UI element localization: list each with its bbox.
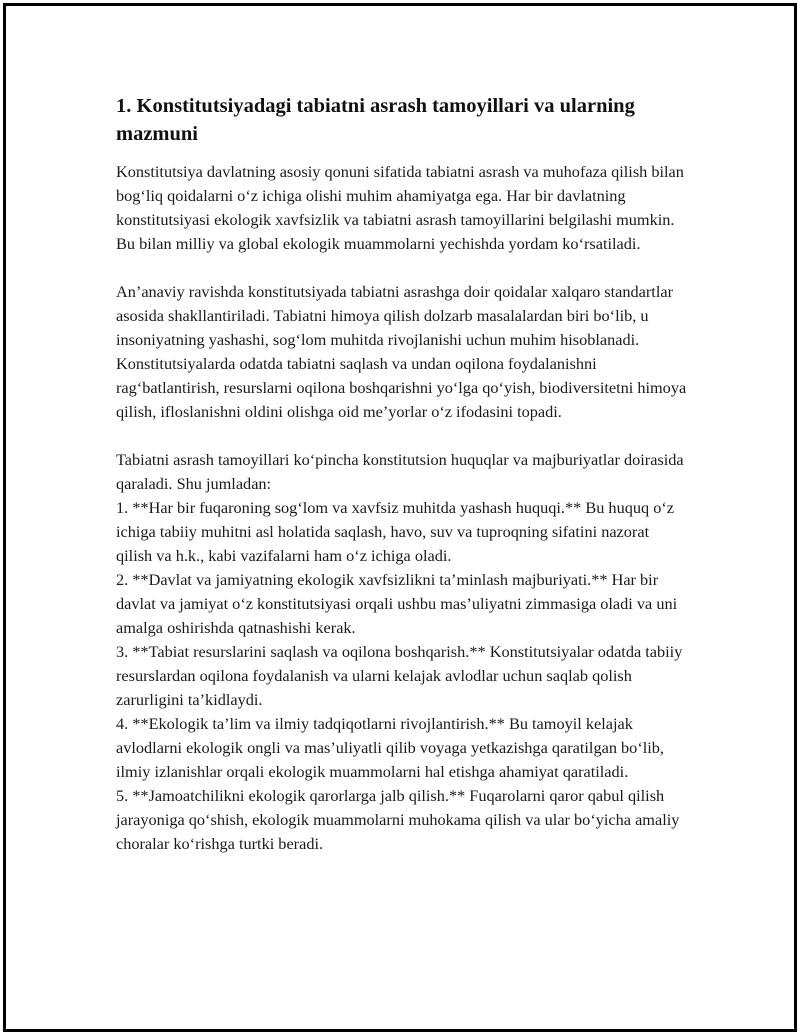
section-title: 1. Konstitutsiyadagi tabiatni asrash tamoyillari va ularning mazmuni [116, 95, 635, 145]
list-item-2: 2. **Davlat va jamiyatning ekologik xavfsizlikni ta’minlash majburiyati.** Har bir davlat va jamiyat o‘z konstitutsiyasi orqali ushbu mas’uliyatni zimmasiga oladi va uni amalga oshirishda qatnashishi kerak. [116, 570, 678, 637]
list-item-3: 3. **Tabiat resurslarini saqlash va oqilona boshqarish.** Konstitutsiyalar odatda tabiiy resurslardan oqilona foydalanish va ularni kelajak avlodlar uchun saqlab qolish zarurligini ta’kidlaydi. [116, 642, 683, 709]
paragraph-1: Konstitutsiya davlatning asosiy qonuni sifatida tabiatni asrash va muhofaza qilish bilan bog‘liq qoidalarni o‘z ichiga olishi muhim ahamiyatga ega. Har bir davlatning konstitutsiyasi ekologik xavfsizlik va tabiatni asrash tamoyillarini belgilashi mumkin. Bu bilan milliy va global ekologik muammolarni yechishda yordam ko‘rsatiladi. [116, 162, 684, 253]
list-item-4: 4. **Ekologik ta’lim va ilmiy tadqiqotlarni rivojlantirish.** Bu tamoyil kelajak avlodlarni ekologik ongli va mas’uliyatli qilib voyaga yetkazishga qaratilgan bo‘lib, ilmiy izlanishlar orqali ekologik muammolarni hal etishga ahamiyat qaratiladi. [116, 714, 664, 781]
list-item-5: 5. **Jamoatchilikni ekologik qarorlarga jalb qilish.** Fuqarolarni qaror qabul qilish jarayoniga qo‘shish, ekologik muammolarni muhokama qilish va ular bo‘yicha amaliy choralar ko‘rishga turtki beradi. [116, 786, 680, 853]
paragraph-2: An’anaviy ravishda konstitutsiyada tabiatni asrashga doir qoidalar xalqaro standartlar asosida shakllantiriladi. Tabiatni himoya qilish dolzarb masalalardan biri bo‘lib, u insoniyatning yashashi, sog‘lom muhitda rivojlanishi uchun muhim hisoblanadi. Konstitutsiyalarda odatda tabiatni saqlash va undan oqilona foydalanishni rag‘batlantirish, resurslarni oqilona boshqarishni yo‘lga qo‘yish, biodiversitetni himoya qilish, ifloslanishni oldini olishga oid me’yorlar o‘z ifodasini topadi. [116, 282, 687, 421]
document-body [116, 92, 688, 856]
paragraph-3-intro: Tabiatni asrash tamoyillari ko‘pincha konstitutsion huquqlar va majburiyatlar doirasida qaraladi. Shu jumladan: [116, 450, 684, 493]
paragraph-gap [116, 424, 688, 448]
list-item-1: 1. **Har bir fuqaroning sog‘lom va xavfsiz muhitda yashash huquqi.** Bu huquq o‘z ichiga tabiiy muhitni asl holatida saqlash, havo, suv va tuproqning sifatini nazorat qilish va h.k., kabi vazifalarni ham o‘z ichiga oladi. [116, 498, 674, 565]
paragraph-gap [116, 256, 688, 280]
